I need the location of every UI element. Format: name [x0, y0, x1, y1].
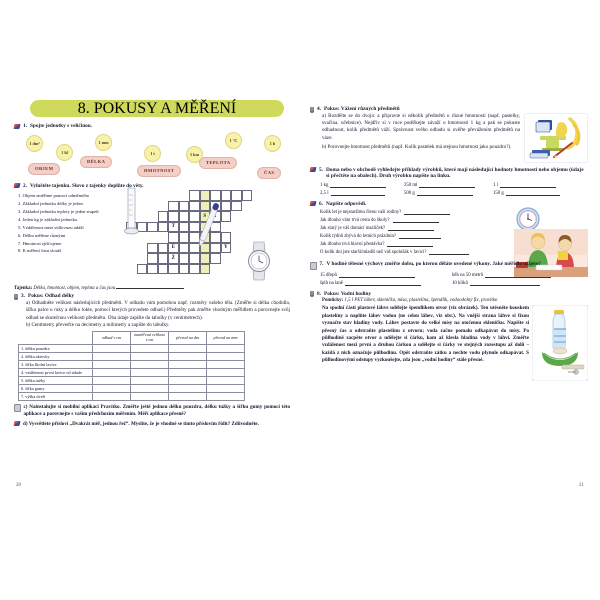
exercise-8-title: Pokus: Vodní hodiny — [323, 290, 372, 297]
exercise-3-title: Pokus: Odhad délky — [27, 293, 75, 300]
crossword-cell[interactable] — [179, 253, 190, 264]
page-number-right: 21 — [579, 483, 584, 488]
crossword-cell[interactable] — [158, 253, 169, 264]
crossword-clue: 2. Základní jednotka délky je jeden — [18, 201, 83, 207]
exercise-5-number: 5. — [319, 166, 323, 173]
pen-icon — [309, 201, 316, 206]
exercise-3-part-b: b) Centimetry převeďte na decimetry a milimetry a zapište do tabulky. — [26, 321, 170, 328]
exercise-4-number: 4. — [317, 106, 321, 112]
table-input-cell[interactable] — [207, 368, 245, 376]
exercise-6-heading — [310, 201, 588, 208]
activity-field-rope-climb[interactable] — [320, 280, 448, 286]
unit-bubble-t[interactable]: 1 t — [144, 145, 161, 162]
crossword-spacer — [147, 190, 158, 201]
answer-blank[interactable] — [417, 190, 473, 196]
exercise-6-number: 6. — [319, 200, 323, 207]
table-input-cell[interactable] — [207, 360, 245, 368]
crossword-cell[interactable] — [179, 232, 190, 243]
exercise-3-number: 3. — [21, 293, 25, 300]
table-input-cell[interactable] — [93, 384, 131, 392]
activity-label: 15 dřepů — [320, 272, 337, 278]
table-input-cell[interactable] — [169, 360, 207, 368]
question-row — [320, 241, 514, 247]
table-row-label: 5. délka tužky — [19, 376, 93, 384]
exercise-5 — [310, 167, 588, 196]
crossword-cell[interactable] — [158, 222, 169, 233]
question-row — [320, 225, 514, 231]
question-row — [320, 209, 514, 215]
crossword-row — [126, 211, 252, 222]
product-field-250ml[interactable] — [404, 182, 489, 188]
unit-bubble-mm[interactable]: 1 mm — [95, 134, 112, 151]
answer-blank[interactable] — [388, 225, 434, 231]
crossword-cell-highlight[interactable] — [200, 264, 211, 275]
exercise-4 — [310, 106, 588, 163]
activity-label: 10 kliků — [452, 280, 468, 286]
crossword-cell[interactable] — [168, 264, 179, 275]
table-input-cell[interactable] — [93, 376, 131, 384]
table-row — [19, 344, 245, 352]
water-clock-bottle-image — [532, 305, 588, 381]
materials-label: Pomůcky: — [322, 297, 344, 303]
secret-text: Délka, hmotnost, objem, teplota a čas jsou — [33, 286, 116, 292]
product-value: 1 l — [493, 182, 498, 188]
table-row-label: 7. výška dveří — [19, 392, 93, 400]
flask-icon — [310, 107, 314, 113]
quantity-pill-teplota[interactable]: TEPLOTA — [199, 157, 237, 169]
table-column-header: odhad v cm — [93, 332, 131, 345]
crossword-row — [126, 190, 252, 201]
exercise-7-number: 7. — [319, 261, 324, 268]
table-input-cell[interactable] — [207, 392, 245, 400]
answer-blank[interactable] — [330, 182, 386, 188]
exercise-3-part-d-row — [14, 421, 290, 428]
answer-blank[interactable] — [331, 190, 385, 196]
secret-answer-blank[interactable] — [116, 283, 184, 289]
exercise-2-title: Vyluštěte tajenku. Slovo z tajenky doplňte do věty. — [29, 182, 144, 189]
crossword-clue: 7. Hmotnost zjišťujeme — [18, 240, 62, 246]
exercise-4-heading — [310, 106, 588, 113]
exercise-8-heading — [310, 291, 588, 298]
crossword-cell[interactable] — [231, 190, 242, 201]
answer-blank[interactable] — [485, 272, 551, 278]
unit-bubble-km[interactable]: 1 km — [186, 146, 203, 163]
table-input-cell[interactable] — [131, 392, 169, 400]
exercise-1-units-diagram — [14, 131, 290, 181]
crossword-cell[interactable] — [221, 211, 232, 222]
table-input-cell[interactable] — [169, 384, 207, 392]
crossword-cell[interactable] — [221, 190, 232, 201]
page-number-left: 20 — [16, 483, 21, 488]
crossword-cell[interactable] — [189, 253, 200, 264]
table-input-cell[interactable] — [169, 344, 207, 352]
crossword-spacer — [137, 253, 148, 264]
crossword-cell[interactable] — [242, 190, 253, 201]
book-spread — [0, 86, 600, 496]
table-row — [19, 352, 245, 360]
crossword-cell[interactable] — [147, 243, 158, 254]
crossword-cell[interactable] — [147, 253, 158, 264]
exercise-5-row-1 — [320, 182, 588, 188]
crossword-cell[interactable] — [168, 201, 179, 212]
table-input-cell[interactable] — [131, 384, 169, 392]
exercise-7-heading — [310, 261, 588, 270]
product-field-1l[interactable] — [493, 182, 573, 188]
table-row-label: 1. délka pouzdra — [19, 344, 93, 352]
crossword-cell[interactable] — [179, 222, 190, 233]
measurement-table[interactable] — [18, 331, 245, 401]
materials-list: 1,5 l PET láhev, sklenička, mísa, plastelína, špendlík, vodoodolný fix, pravítko — [344, 297, 498, 303]
answer-blank[interactable] — [399, 233, 441, 239]
crossword-cell[interactable] — [179, 211, 190, 222]
exercise-5-title: Doma nebo v obchodě vyhledejte příklady výrobků, které mají následující hodnoty hmotnosti nebo objemu (údaje si přečtěte na obalech). Druh výrobku napište na linku. — [325, 166, 584, 180]
crossword-spacer — [158, 201, 169, 212]
flask-icon — [310, 291, 314, 297]
table-input-cell[interactable] — [131, 344, 169, 352]
wristwatch-icon — [242, 240, 276, 282]
table-input-cell[interactable] — [93, 392, 131, 400]
table-input-cell[interactable] — [131, 368, 169, 376]
exercise-3-part-c: c) Nainstalujte si mobilní aplikaci Pravítko. Změřte ještě jednou délku pouzdra, délku tužky a šířku gumy pomocí této aplikace a porovnejte s vaším předchozím měřením. Měří aplikace přesně? — [23, 403, 290, 418]
crossword-cell[interactable] — [147, 264, 158, 275]
exercise-3-part-c-row — [14, 404, 290, 419]
table-input-cell[interactable] — [131, 352, 169, 360]
exercise-1-number: 1. — [23, 123, 27, 129]
activity-field-15-squats[interactable] — [320, 272, 448, 278]
product-value: 500 g — [404, 190, 415, 196]
quantity-pill-objem[interactable]: OBJEM — [28, 163, 60, 175]
product-field-150g[interactable] — [493, 190, 573, 196]
table-corner — [19, 332, 93, 345]
activity-label: šplh na laně — [320, 280, 343, 286]
exercise-3 — [14, 293, 290, 428]
crossword-secret-line — [14, 283, 290, 291]
crossword-row — [126, 243, 252, 254]
table-column-header: naměřená velikost v cm — [131, 332, 169, 345]
product-value: 150 g — [493, 190, 504, 196]
product-value: 250 ml — [404, 182, 418, 188]
exercise-2 — [14, 183, 290, 292]
exercise-4-part-b: b) Porovnejte hmotnost předmětů (např. Kolik pastelek má stejnou hmotnost jako pouzdro?). — [322, 144, 512, 151]
chapter-banner — [30, 100, 284, 117]
table-input-cell[interactable] — [207, 352, 245, 360]
crossword-cell[interactable]: Y — [221, 243, 232, 254]
crossword-row — [126, 253, 252, 264]
crossword-row — [126, 232, 252, 243]
phone-icon — [14, 404, 21, 412]
table-row — [19, 392, 245, 400]
crossword-spacer — [168, 190, 179, 201]
table-input-cell[interactable] — [207, 384, 245, 392]
question-text: Kolik let je nejstaršímu členu vaší rodiny? — [320, 210, 402, 216]
table-row-label: 3. šířka školní lavice — [19, 360, 93, 368]
answer-blank[interactable] — [470, 280, 540, 286]
exercise-8-text: Na spodní části plastové láhve udělejte špendlíkem otvor (viz obrázek). Ten utěsněte kouskem plastelíny a naplňte láhev vodou (ne celou láhev, viz obr.). Na vnější strana láhve si fixou vyznačte stav hladiny vody. Láhev postavte do velké mísy na otočenou skleničku. Napište si přesný čas a odstraňte plastelínu z otvoru; voda začne pomalu odkapávat do mísy. Po půlhodině zacpěte otvor a udělejte si čárku, kam až klesla hladina vody v láhvi. Změřte vzdálenost mezi první a druhou čárkou a udělejte si čárky ve stejných rozestupu až dolů – každá z nich označuje půlhodinu. Opět odstraňte zátku a nechte vodu plynule odkapávat. S půlhodinovými odstupy vyzkoušejte, zda jsou „vodní hodiny“ stále přesné. — [322, 305, 529, 364]
exercise-3-heading — [14, 293, 290, 300]
exercise-4-title: Pokus: Vážení různých předmětů — [323, 106, 400, 112]
crossword-grid[interactable] — [126, 190, 252, 274]
crossword-spacer — [158, 190, 169, 201]
page-right — [300, 86, 600, 496]
thermometer-icon — [196, 198, 222, 250]
exercise-2-number: 2. — [23, 182, 27, 189]
phone-icon — [310, 262, 317, 270]
crossword-cell[interactable]: Ž — [168, 253, 179, 264]
quantity-pill-hmotnost[interactable]: HMOTNOST — [137, 165, 181, 177]
crossword-cell[interactable] — [179, 243, 190, 254]
answer-blank[interactable] — [387, 241, 433, 247]
table-input-cell[interactable] — [207, 376, 245, 384]
crossword-clue: 5. Vzdálenost mezi sídlovnou udáží — [18, 224, 84, 230]
exercise-6-title: Napište odpovědi. — [325, 200, 367, 207]
crossword-cell[interactable] — [158, 243, 169, 254]
answer-blank[interactable] — [345, 280, 421, 286]
crossword-cell[interactable]: T — [168, 222, 179, 233]
product-value: 2,5 l — [320, 190, 329, 196]
answer-blank[interactable] — [339, 272, 415, 278]
unit-bubble-c[interactable]: 1 °C — [225, 132, 242, 149]
table-row — [19, 384, 245, 392]
answer-blank[interactable] — [404, 209, 450, 215]
unit-bubble-hl[interactable]: 1 hl — [56, 144, 73, 161]
crossword-clues — [18, 192, 126, 255]
product-value: 1 kg — [320, 182, 329, 188]
exercise-1 — [14, 123, 290, 181]
crossword-clue: 1. Objem změříme pomocí odměrného — [18, 193, 90, 199]
table-column-header: převod na mm — [207, 332, 245, 345]
answer-blank[interactable] — [419, 182, 475, 188]
pen-icon — [13, 124, 20, 129]
exercise-4-part-a: a) Rozdělte se do dvojic a připravte si několik předmětů o různé hmotnosti (např. pastelky, svačina, učebnice). Nejdřív si v ruce potěžkejte závaží o hmotnosti 1 kg a pak se pokuste odhadnout, kolik předmětů váží. Správnost svého odhadu si ověřte převážením předmětů na váze. — [322, 112, 520, 141]
crossword-clue: 4. Jeden kg je základní jednotka — [18, 216, 77, 222]
pen-icon — [13, 183, 20, 188]
exercise-1-title: Spojte jednotky s veličinou. — [29, 123, 93, 129]
unit-bubble-dm3[interactable]: 1 dm³ — [26, 135, 43, 152]
crossword-cell-highlight[interactable]: S — [200, 211, 211, 222]
crossword-clue: 8. K měření času slouží — [18, 248, 62, 254]
crossword-clue: 3. Základní jednotka teploty je jeden stupeň — [18, 209, 99, 214]
crossword-cell[interactable] — [179, 264, 190, 275]
answer-blank[interactable] — [429, 249, 469, 255]
crossword-row — [126, 264, 252, 275]
exercise-7 — [310, 261, 588, 286]
crossword-cell[interactable] — [137, 264, 148, 275]
crossword-spacer — [158, 232, 169, 243]
table-row-label: 6. šířka gumy — [19, 384, 93, 392]
exercise-3-part-d: d) Vysvětlete přísloví „Dvakrát měř, jednou řež“. Myslíte, že je vhodné se tímto příslovím řídit? Zdůvodněte. — [23, 420, 259, 427]
exercise-7-title: V hodině tělesné výchovy změřte dobu, po kterou děláte uvedené výkony. Jaké měřidlo užijete? — [326, 261, 541, 268]
table-row — [19, 368, 245, 376]
question-row — [320, 233, 514, 239]
table-header-row — [19, 332, 245, 345]
crossword-cell[interactable] — [179, 201, 190, 212]
table-input-cell[interactable] — [93, 360, 131, 368]
crossword-row — [126, 222, 252, 233]
exercise-2-heading — [14, 183, 290, 190]
exercise-5-heading — [310, 167, 588, 180]
table-input-cell[interactable] — [207, 344, 245, 352]
crossword-cell-highlight[interactable] — [200, 253, 211, 264]
crossword-spacer — [147, 232, 158, 243]
crossword-spacer — [126, 264, 137, 275]
table-input-cell[interactable] — [169, 392, 207, 400]
crossword-spacer — [126, 243, 137, 254]
question-text: Kolik týdnů zbývá do letních prázdnin? — [320, 234, 397, 240]
crossword-spacer — [126, 253, 137, 264]
question-text: O kolik dní jste starší/mladší než váš spolužák v lavici? — [320, 250, 427, 256]
exercise-8-materials-row — [322, 298, 588, 305]
crossword-cell[interactable]: I — [210, 211, 221, 222]
crossword-cell[interactable] — [189, 264, 200, 275]
exercise-6 — [310, 201, 588, 258]
scales-with-books-and-bananas-image — [524, 113, 588, 163]
answer-blank[interactable] — [506, 190, 560, 196]
table-input-cell[interactable] — [131, 360, 169, 368]
crossword-cell[interactable] — [231, 201, 242, 212]
table-input-cell[interactable] — [131, 376, 169, 384]
crossword — [14, 190, 290, 282]
exercise-8 — [310, 291, 588, 381]
crossword-spacer — [137, 243, 148, 254]
pen-icon — [309, 167, 316, 172]
exercise-5-row-2 — [320, 190, 588, 196]
secret-label: Tajenka: — [14, 286, 33, 292]
measuring-cylinder-icon — [122, 186, 142, 236]
exercise-1-heading — [14, 123, 290, 130]
product-field-1kg[interactable] — [320, 182, 400, 188]
quantity-pill-cas[interactable]: ČAS — [257, 167, 281, 179]
crossword-cell[interactable]: E — [168, 243, 179, 254]
pen-icon — [13, 421, 20, 426]
table-input-cell[interactable] — [169, 352, 207, 360]
crossword-cell[interactable] — [168, 211, 179, 222]
product-field-500g[interactable] — [404, 190, 489, 196]
table-row-label: 4. vzdálenost první lavice od tabule — [19, 368, 93, 376]
crossword-cell[interactable] — [168, 232, 179, 243]
exercise-7-row-2 — [320, 280, 588, 286]
crossword-spacer — [147, 201, 158, 212]
table-input-cell[interactable] — [169, 368, 207, 376]
page-left — [0, 86, 300, 496]
answer-blank[interactable] — [500, 182, 556, 188]
crossword-cell[interactable] — [158, 211, 169, 222]
exercise-3-part-a: a) Odhadněte velikost následujících předmětů. V odhadu vám pomohou např. rozměry vašeho těla. (Změřte si délka chodidla, šířku palce u ruky a délku lokte, pomocí kterých provedete odhad.) Předměty pak změřte vhodným měřidlem a porovnejte svůj odhad se skutečnou velikostí předmětu. Oba údaje zapište do tabulky (v centimetrech). — [26, 299, 290, 321]
unit-bubble-h[interactable]: 1 h — [264, 135, 281, 152]
table-row-label: 2. délka aktovky — [19, 352, 93, 360]
table-input-cell[interactable] — [93, 368, 131, 376]
crossword-clue: 6. Délku měříme různými — [18, 232, 66, 238]
table-input-cell[interactable] — [169, 376, 207, 384]
table-input-cell[interactable] — [93, 344, 131, 352]
question-row — [320, 249, 514, 255]
question-text: Jak dlouho trvá hlavní přestávka? — [320, 242, 385, 248]
crossword-cell[interactable] — [158, 264, 169, 275]
crossword-cell[interactable] — [221, 201, 232, 212]
crossword-cell[interactable] — [221, 232, 232, 243]
table-column-header: převod na dm — [169, 332, 207, 345]
activity-field-10-pushups[interactable] — [452, 280, 580, 286]
table-row — [19, 376, 245, 384]
table-input-cell[interactable] — [93, 352, 131, 360]
crossword-row — [126, 201, 252, 212]
wall-clock-image — [516, 207, 540, 231]
answer-blank[interactable] — [393, 217, 439, 223]
exercise-8-number: 8. — [317, 290, 321, 297]
activity-field-50m-run[interactable] — [452, 272, 580, 278]
crossword-cell[interactable] — [147, 222, 158, 233]
question-row — [320, 217, 514, 223]
page-title: 8. POKUSY A MĚŘENÍ — [77, 99, 237, 117]
product-field-25l[interactable] — [320, 190, 400, 196]
crossword-spacer — [179, 190, 190, 201]
question-text: Jak dlouho vám trvá cesta do školy? — [320, 218, 390, 224]
flask-icon — [14, 294, 18, 300]
crossword-spacer — [147, 211, 158, 222]
crossword-cell[interactable] — [210, 253, 221, 264]
activity-label: běh na 50 metrů — [452, 272, 484, 278]
quantity-pill-delka[interactable]: DÉLKA — [80, 156, 112, 168]
question-text: Jak starý je váš domácí mazlíček? — [320, 226, 386, 232]
exercise-7-row-1 — [320, 272, 588, 278]
table-row — [19, 360, 245, 368]
